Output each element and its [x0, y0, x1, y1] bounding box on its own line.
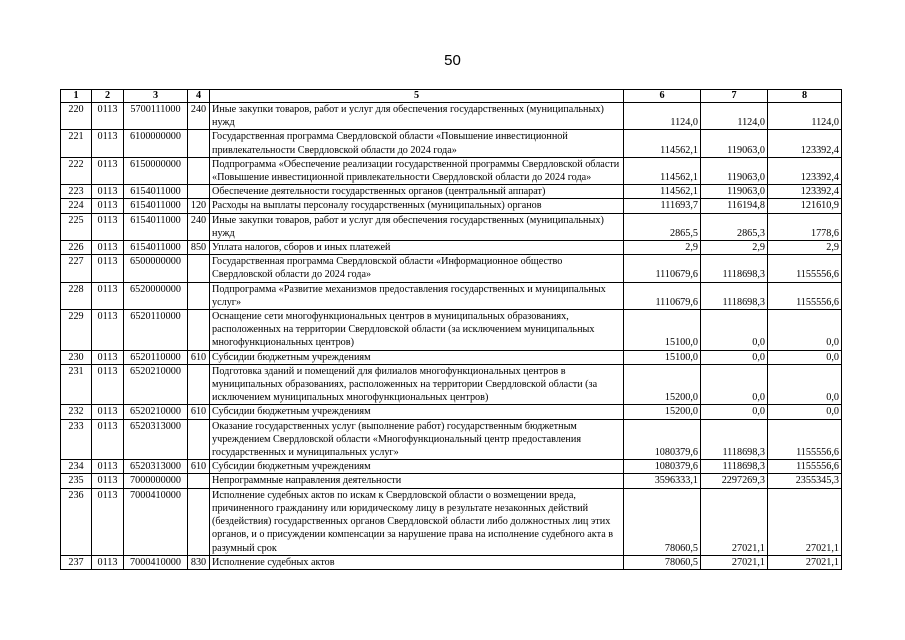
table-row	[61, 555, 842, 569]
amount-col8-cell: 27021,1	[768, 488, 842, 555]
table-row	[61, 364, 842, 405]
target-code-cell: 6520313000	[124, 460, 188, 474]
amount-col6-cell: 114562,1	[624, 157, 701, 184]
row-number-cell: 231	[61, 364, 92, 405]
table-row	[61, 130, 842, 157]
amount-col6-cell: 1110679,6	[624, 282, 701, 309]
table-row	[61, 199, 842, 213]
target-code-cell: 7000410000	[124, 488, 188, 555]
expense-type-cell	[188, 474, 210, 488]
row-number-cell: 230	[61, 350, 92, 364]
amount-col8-cell: 2355345,3	[768, 474, 842, 488]
table-row	[61, 103, 842, 130]
section-code-cell: 0113	[92, 282, 124, 309]
amount-col6-cell: 1124,0	[624, 103, 701, 130]
amount-col6-cell: 3596333,1	[624, 474, 701, 488]
table-row	[61, 488, 842, 555]
amount-col6-cell: 15100,0	[624, 310, 701, 351]
item-name-cell: Оказание государственных услуг (выполнение работ) государственным бюджетным учреждением Свердловской области «Многофункциональный центр предоставления государственных и муниципальных услуг»	[210, 419, 624, 460]
expense-type-cell	[188, 185, 210, 199]
item-name-cell: Иные закупки товаров, работ и услуг для обеспечения государственных (муниципальных) нужд	[210, 213, 624, 240]
section-code-cell: 0113	[92, 157, 124, 184]
table-row	[61, 419, 842, 460]
amount-col7-cell: 2297269,3	[701, 474, 768, 488]
amount-col8-cell: 123392,4	[768, 130, 842, 157]
amount-col7-cell: 2865,3	[701, 213, 768, 240]
item-name-cell: Расходы на выплаты персоналу государственных (муниципальных) органов	[210, 199, 624, 213]
amount-col8-cell: 123392,4	[768, 185, 842, 199]
amount-col8-cell: 27021,1	[768, 555, 842, 569]
expense-type-cell	[188, 364, 210, 405]
table-body	[61, 90, 842, 570]
amount-col7-cell: 0,0	[701, 405, 768, 419]
amount-col6-cell: 78060,5	[624, 488, 701, 555]
row-number-cell: 223	[61, 185, 92, 199]
table-header-row	[61, 90, 842, 103]
amount-col6-cell: 1080379,6	[624, 460, 701, 474]
amount-col7-cell: 1118698,3	[701, 255, 768, 282]
item-name-cell: Уплата налогов, сборов и иных платежей	[210, 241, 624, 255]
item-name-cell: Подготовка зданий и помещений для филиалов многофункциональных центров в муниципальных образованиях, расположенных на территории Свердловской области (за исключением муниципальных многофункциональных центров)	[210, 364, 624, 405]
row-number-cell: 235	[61, 474, 92, 488]
target-code-cell: 7000000000	[124, 474, 188, 488]
expense-type-cell: 830	[188, 555, 210, 569]
amount-col7-cell: 1118698,3	[701, 419, 768, 460]
row-number-cell: 222	[61, 157, 92, 184]
target-code-cell: 6154011000	[124, 241, 188, 255]
amount-col8-cell: 123392,4	[768, 157, 842, 184]
section-code-cell: 0113	[92, 103, 124, 130]
amount-col8-cell: 1155556,6	[768, 255, 842, 282]
row-number-cell: 225	[61, 213, 92, 240]
target-code-cell: 6500000000	[124, 255, 188, 282]
item-name-cell: Непрограммные направления деятельности	[210, 474, 624, 488]
row-number-cell: 220	[61, 103, 92, 130]
amount-col8-cell: 2,9	[768, 241, 842, 255]
item-name-cell: Иные закупки товаров, работ и услуг для обеспечения государственных (муниципальных) нужд	[210, 103, 624, 130]
row-number-cell: 229	[61, 310, 92, 351]
amount-col6-cell: 15200,0	[624, 364, 701, 405]
section-code-cell: 0113	[92, 130, 124, 157]
amount-col8-cell: 121610,9	[768, 199, 842, 213]
amount-col8-cell: 1124,0	[768, 103, 842, 130]
row-number-cell: 233	[61, 419, 92, 460]
table-row	[61, 405, 842, 419]
table-row	[61, 282, 842, 309]
table-row	[61, 460, 842, 474]
expense-type-cell	[188, 282, 210, 309]
header-cell: 5	[210, 90, 624, 103]
section-code-cell: 0113	[92, 213, 124, 240]
amount-col7-cell: 1118698,3	[701, 282, 768, 309]
expense-type-cell	[188, 157, 210, 184]
target-code-cell: 6520210000	[124, 364, 188, 405]
header-cell: 3	[124, 90, 188, 103]
amount-col6-cell: 111693,7	[624, 199, 701, 213]
row-number-cell: 234	[61, 460, 92, 474]
amount-col6-cell: 15100,0	[624, 350, 701, 364]
target-code-cell: 5700111000	[124, 103, 188, 130]
table-row	[61, 255, 842, 282]
row-number-cell: 232	[61, 405, 92, 419]
target-code-cell: 6520210000	[124, 405, 188, 419]
page-number: 50	[444, 52, 461, 69]
row-number-cell: 224	[61, 199, 92, 213]
section-code-cell: 0113	[92, 185, 124, 199]
expense-type-cell: 240	[188, 103, 210, 130]
amount-col6-cell: 78060,5	[624, 555, 701, 569]
expense-type-cell	[188, 488, 210, 555]
table-row	[61, 474, 842, 488]
header-cell: 8	[768, 90, 842, 103]
table-row	[61, 157, 842, 184]
target-code-cell: 6520313000	[124, 419, 188, 460]
amount-col6-cell: 114562,1	[624, 185, 701, 199]
expense-type-cell	[188, 419, 210, 460]
expense-type-cell: 850	[188, 241, 210, 255]
section-code-cell: 0113	[92, 405, 124, 419]
amount-col6-cell: 1110679,6	[624, 255, 701, 282]
section-code-cell: 0113	[92, 460, 124, 474]
expense-type-cell	[188, 310, 210, 351]
header-cell: 4	[188, 90, 210, 103]
amount-col8-cell: 0,0	[768, 350, 842, 364]
table-row	[61, 185, 842, 199]
row-number-cell: 227	[61, 255, 92, 282]
item-name-cell: Субсидии бюджетным учреждениям	[210, 405, 624, 419]
section-code-cell: 0113	[92, 474, 124, 488]
section-code-cell: 0113	[92, 310, 124, 351]
expense-type-cell: 120	[188, 199, 210, 213]
amount-col7-cell: 119063,0	[701, 157, 768, 184]
expense-type-cell	[188, 255, 210, 282]
amount-col7-cell: 1118698,3	[701, 460, 768, 474]
amount-col7-cell: 1124,0	[701, 103, 768, 130]
amount-col7-cell: 116194,8	[701, 199, 768, 213]
section-code-cell: 0113	[92, 350, 124, 364]
section-code-cell: 0113	[92, 488, 124, 555]
section-code-cell: 0113	[92, 419, 124, 460]
item-name-cell: Субсидии бюджетным учреждениям	[210, 460, 624, 474]
amount-col8-cell: 0,0	[768, 364, 842, 405]
amount-col8-cell: 1155556,6	[768, 460, 842, 474]
target-code-cell: 7000410000	[124, 555, 188, 569]
header-cell: 1	[61, 90, 92, 103]
amount-col7-cell: 0,0	[701, 310, 768, 351]
budget-table	[60, 89, 842, 570]
header-cell: 6	[624, 90, 701, 103]
item-name-cell: Государственная программа Свердловской области «Повышение инвестиционной привлекательности Свердловской области до 2024 года»	[210, 130, 624, 157]
row-number-cell: 221	[61, 130, 92, 157]
item-name-cell: Оснащение сети многофункциональных центров в муниципальных образованиях, расположенных на территории Свердловской области (за исключением муниципальных многофункциональных центров)	[210, 310, 624, 351]
section-code-cell: 0113	[92, 255, 124, 282]
amount-col7-cell: 0,0	[701, 364, 768, 405]
amount-col7-cell: 119063,0	[701, 130, 768, 157]
expense-type-cell: 610	[188, 405, 210, 419]
item-name-cell: Субсидии бюджетным учреждениям	[210, 350, 624, 364]
item-name-cell: Подпрограмма «Развитие механизмов предоставления государственных и муниципальных услуг»	[210, 282, 624, 309]
amount-col8-cell: 1155556,6	[768, 419, 842, 460]
amount-col8-cell: 0,0	[768, 310, 842, 351]
target-code-cell: 6154011000	[124, 213, 188, 240]
item-name-cell: Исполнение судебных актов	[210, 555, 624, 569]
amount-col8-cell: 1778,6	[768, 213, 842, 240]
target-code-cell: 6154011000	[124, 185, 188, 199]
amount-col8-cell: 0,0	[768, 405, 842, 419]
amount-col6-cell: 1080379,6	[624, 419, 701, 460]
target-code-cell: 6150000000	[124, 157, 188, 184]
target-code-cell: 6520000000	[124, 282, 188, 309]
table-row	[61, 310, 842, 351]
row-number-cell: 228	[61, 282, 92, 309]
row-number-cell: 237	[61, 555, 92, 569]
target-code-cell: 6520110000	[124, 310, 188, 351]
amount-col7-cell: 0,0	[701, 350, 768, 364]
row-number-cell: 236	[61, 488, 92, 555]
amount-col7-cell: 27021,1	[701, 488, 768, 555]
section-code-cell: 0113	[92, 199, 124, 213]
item-name-cell: Исполнение судебных актов по искам к Свердловской области о возмещении вреда, причиненного гражданину или юридическому лицу в результате незаконных действий (бездействия) государственных органов Свердловской области либо должностных лиц этих органов, и о присуждении компенсации за нарушение права на исполнение судебного акта в разумный срок	[210, 488, 624, 555]
item-name-cell: Подпрограмма «Обеспечение реализации государственной программы Свердловской области «Повышение инвестиционной привлекательности Свердловской области до 2024 года»	[210, 157, 624, 184]
amount-col6-cell: 2865,5	[624, 213, 701, 240]
expense-type-cell	[188, 130, 210, 157]
expense-type-cell: 610	[188, 460, 210, 474]
amount-col8-cell: 1155556,6	[768, 282, 842, 309]
amount-col6-cell: 114562,1	[624, 130, 701, 157]
table-row	[61, 350, 842, 364]
header-cell: 7	[701, 90, 768, 103]
target-code-cell: 6154011000	[124, 199, 188, 213]
section-code-cell: 0113	[92, 364, 124, 405]
section-code-cell: 0113	[92, 241, 124, 255]
target-code-cell: 6100000000	[124, 130, 188, 157]
amount-col6-cell: 15200,0	[624, 405, 701, 419]
amount-col6-cell: 2,9	[624, 241, 701, 255]
table-row	[61, 241, 842, 255]
section-code-cell: 0113	[92, 555, 124, 569]
row-number-cell: 226	[61, 241, 92, 255]
amount-col7-cell: 2,9	[701, 241, 768, 255]
item-name-cell: Обеспечение деятельности государственных органов (центральный аппарат)	[210, 185, 624, 199]
expense-type-cell: 610	[188, 350, 210, 364]
expense-type-cell: 240	[188, 213, 210, 240]
amount-col7-cell: 119063,0	[701, 185, 768, 199]
item-name-cell: Государственная программа Свердловской области «Информационное общество Свердловской области до 2024 года»	[210, 255, 624, 282]
amount-col7-cell: 27021,1	[701, 555, 768, 569]
header-cell: 2	[92, 90, 124, 103]
target-code-cell: 6520110000	[124, 350, 188, 364]
table-row	[61, 213, 842, 240]
